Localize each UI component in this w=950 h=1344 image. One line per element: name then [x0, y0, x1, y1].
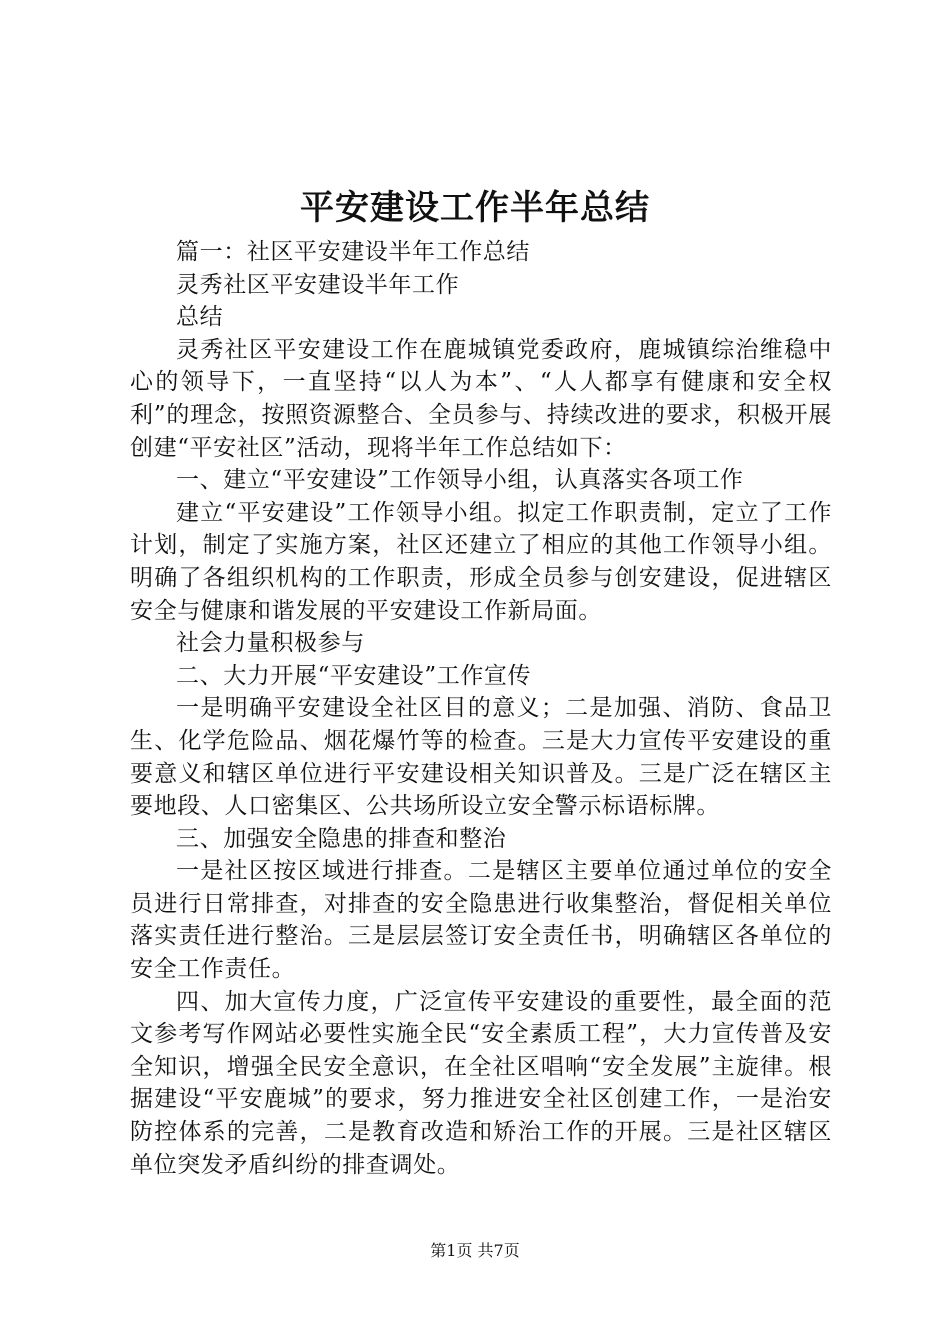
document-body [130, 236, 832, 1181]
body-paragraph: 一是明确平安建设全社区目的意义；二是加强、消防、食品卫生、化学危险品、烟花爆竹等的检查。三是大力宣传平安建设的重要意义和辖区单位进行平安建设相关知识普及。三是广泛在辖区主要地段、人口密集区、公共场所设立安全警示标语标牌。 [130, 695, 832, 820]
document-title: 平安建设工作半年总结 [300, 188, 650, 228]
section-heading: 一、建立“平安建设”工作领导小组，认真落实各项工作 [176, 467, 744, 494]
body-paragraph: 一是社区按区域进行排查。二是辖区主要单位通过单位的安全员进行日常排查，对排查的安全隐患进行收集整治，督促相关单位落实责任进行整治。三是层层签订安全责任书，明确辖区各单位的安全工作责任。 [130, 858, 832, 983]
section-heading: 三、加强安全隐患的排查和整治 [176, 825, 507, 852]
subheading: 总结 [176, 304, 224, 331]
section-heading: 篇一：社区平安建设半年工作总结 [176, 239, 530, 265]
body-paragraph: 社会力量积极参与 [176, 630, 365, 657]
body-paragraph: 四、加大宣传力度，广泛宣传平安建设的重要性，最全面的范文参考写作网站必要性实施全民“安全素质工程”，大力宣传普及安全知识，增强全民安全意识，在全社区唱响“安全发展”主旋律。根据建设“平安鹿城”的要求，努力推进安全社区创建工作，一是治安防控体系的完善，二是教育改造和矫治工作的开展。三是社区辖区单位突发矛盾纠纷的排查调处。 [130, 988, 832, 1178]
page-number-footer: 第1页 共7页 [430, 1241, 520, 1260]
subheading: 灵秀社区平安建设半年工作 [176, 271, 460, 298]
body-paragraph: 灵秀社区平安建设工作在鹿城镇党委政府，鹿城镇综治维稳中心的领导下，一直坚持“以人为本”、“人人都享有健康和安全权利”的理念，按照资源整合、全员参与、持续改进的要求，积极开展创建“平安社区”活动，现将半年工作总结如下： [130, 336, 832, 461]
section-heading: 二、大力开展“平安建设”工作宣传 [176, 662, 532, 689]
body-paragraph: 建立“平安建设”工作领导小组。拟定工作职责制，定立了工作计划，制定了实施方案，社区还建立了相应的其他工作领导小组。明确了各组织机构的工作职责，形成全员参与创安建设，促进辖区安全与健康和谐发展的平安建设工作新局面。 [130, 499, 832, 624]
